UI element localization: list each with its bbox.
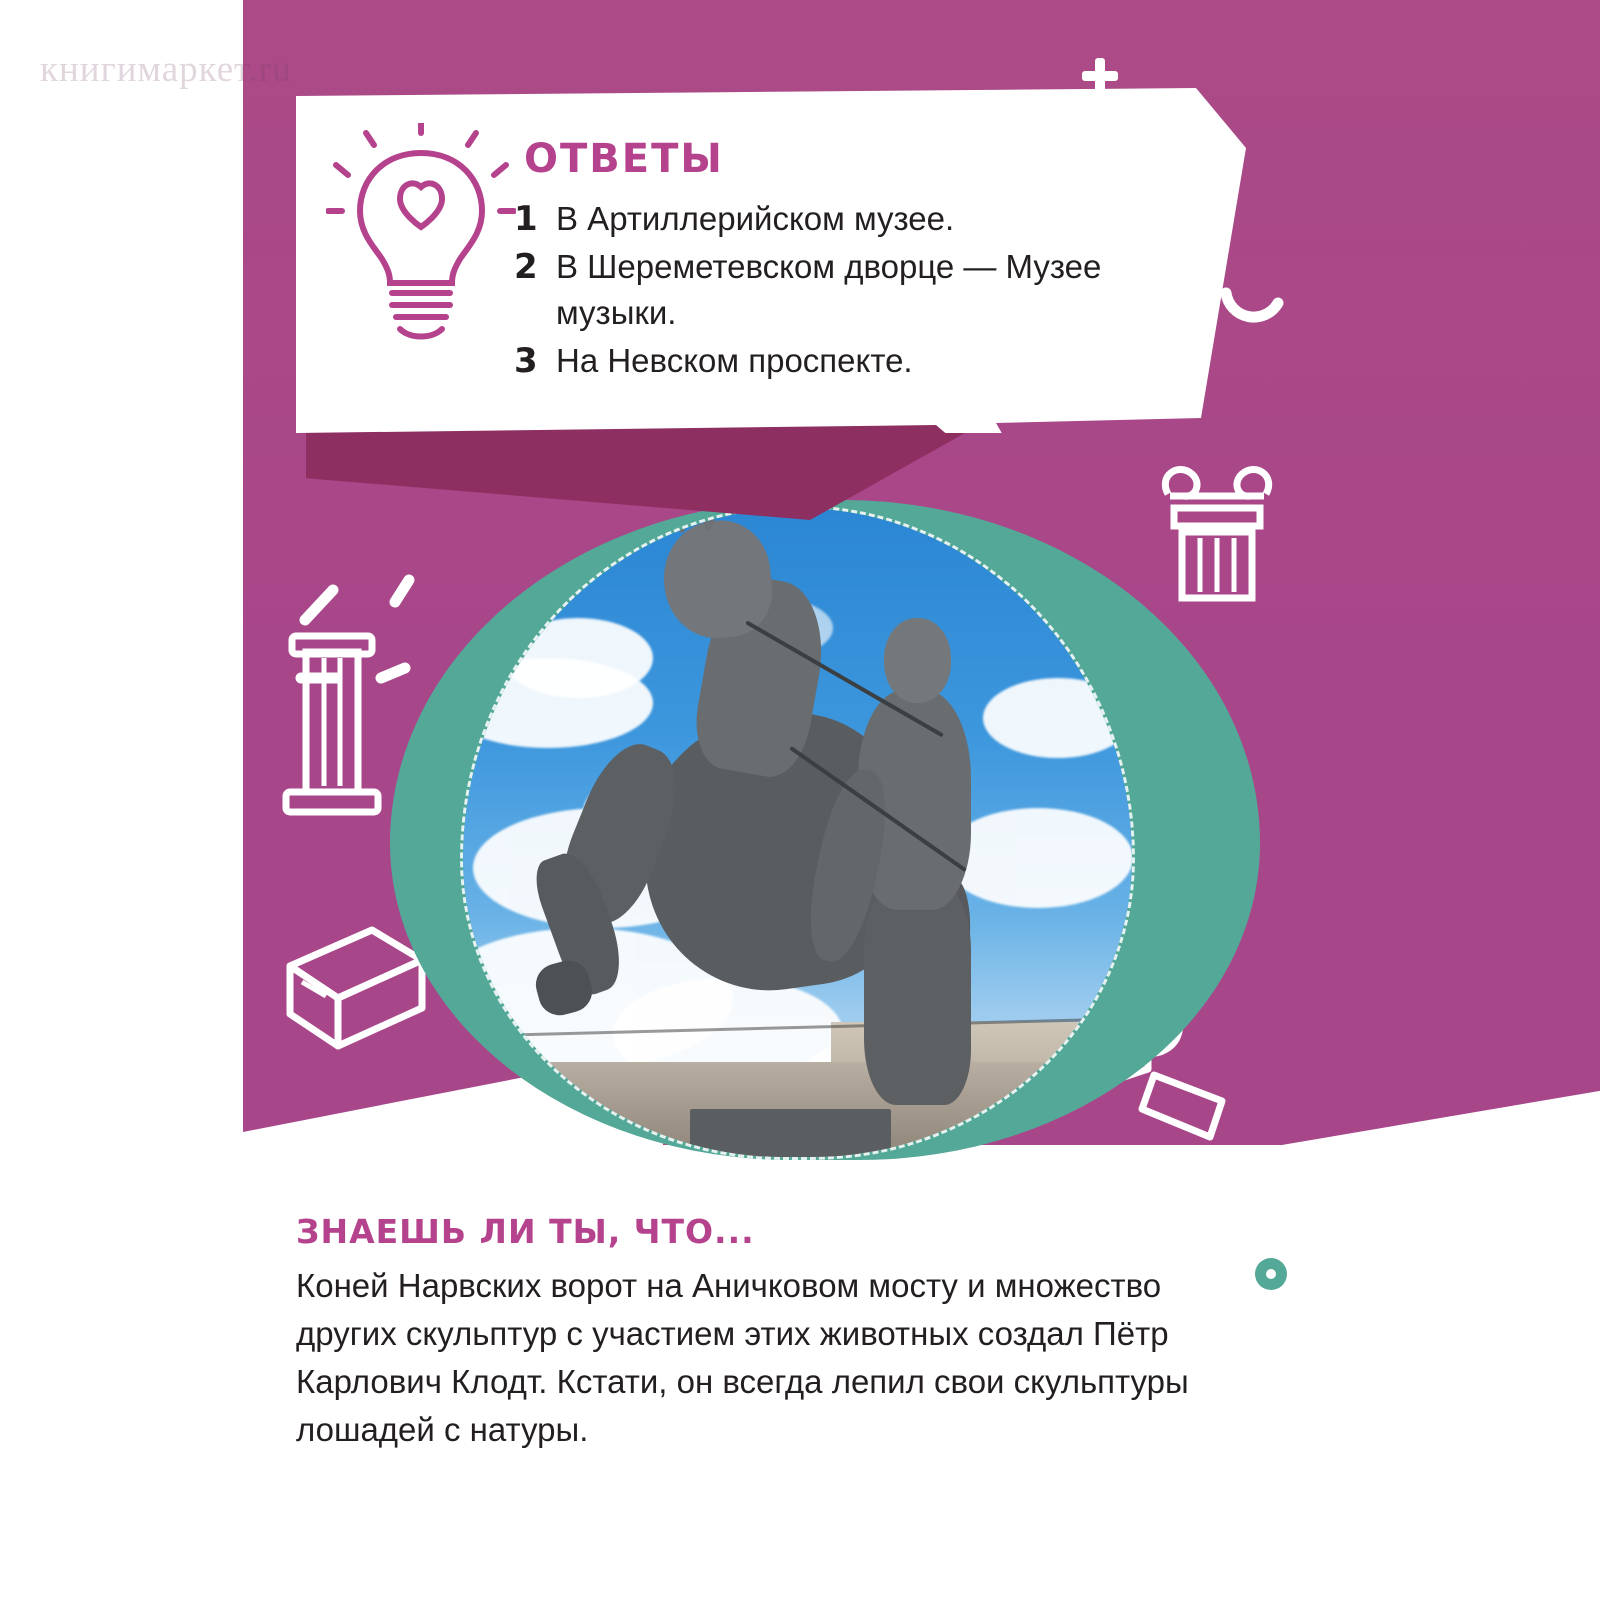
answers-list — [514, 196, 1214, 386]
did-you-know-paragraph — [296, 1262, 1196, 1454]
answer-number: 1 — [514, 199, 538, 239]
answer-text: В Шереметевском дворце — Музее музыки. — [556, 248, 1102, 331]
statue-plinth — [690, 1109, 891, 1157]
answers-card — [296, 88, 1246, 433]
statue-man-legs — [864, 884, 971, 1105]
list-item — [514, 244, 1214, 336]
did-you-know-heading: ЗНАЕШЬ ЛИ ТЫ, ЧТО... — [296, 1212, 755, 1251]
list-item — [514, 338, 1214, 384]
statue-man-head — [884, 618, 951, 702]
answer-number: 2 — [514, 247, 538, 287]
answer-number: 3 — [514, 341, 538, 381]
answer-text: На Невском проспекте. — [556, 342, 913, 379]
statue-photo — [460, 505, 1135, 1160]
list-item — [514, 196, 1214, 242]
dot-icon — [1255, 1258, 1287, 1290]
paragraph-text: Коней Нарвских ворот на Аничковом мосту и множество других скульптур с участием этих животных создал Пётр Карлович Клодт. Кстати, он всегда лепил свои скульптуры лошадей с натуры. — [296, 1267, 1189, 1448]
answers-title: ОТВЕТЫ — [524, 136, 724, 182]
answer-text: В Артиллерийском музее. — [556, 200, 955, 237]
watermark-text: книгимаркет.ru — [40, 49, 292, 90]
lightbulb-icon — [326, 123, 516, 353]
